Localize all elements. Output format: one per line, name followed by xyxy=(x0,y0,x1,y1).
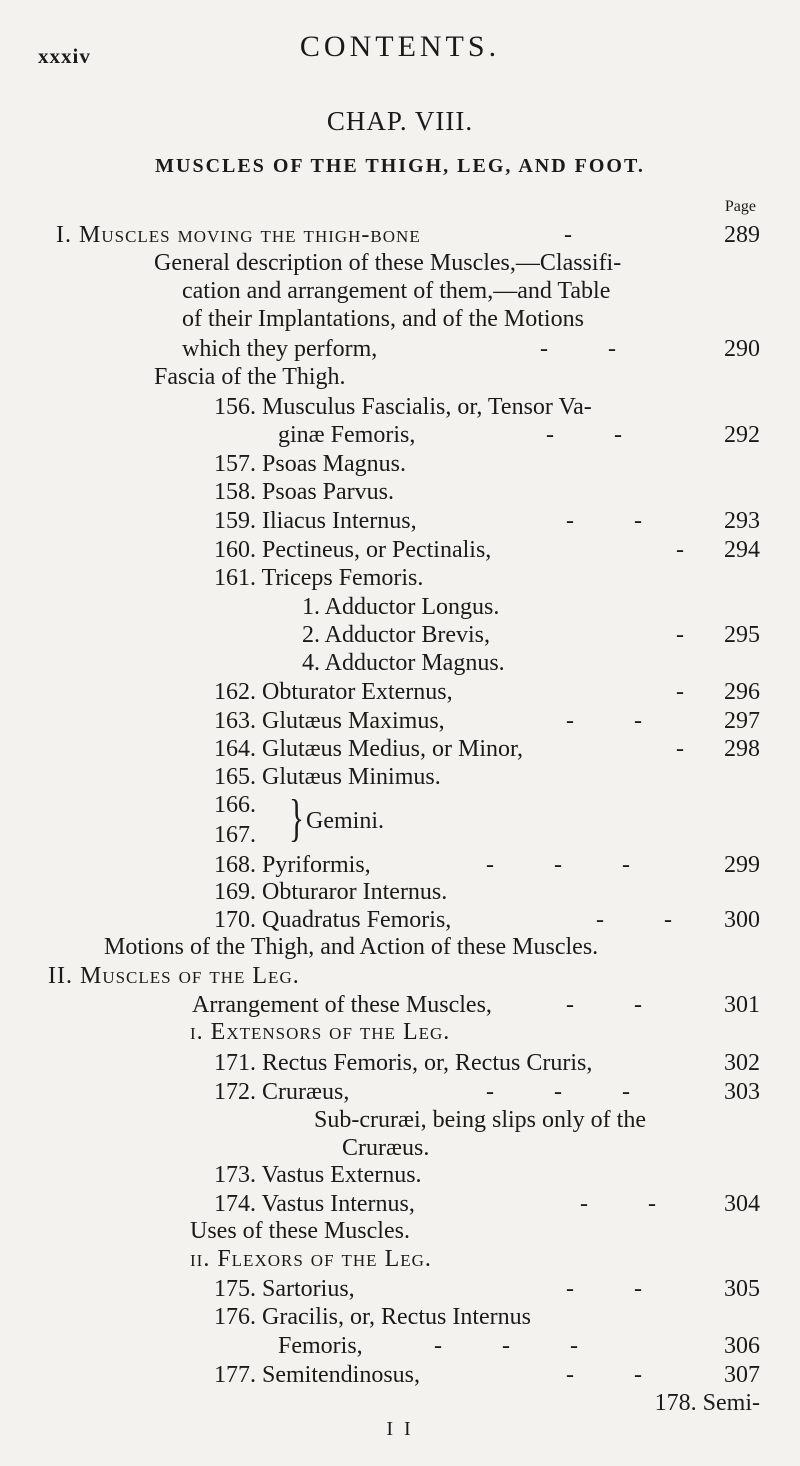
leader-dashes: - - xyxy=(546,422,622,448)
toc-line xyxy=(0,1274,800,1304)
toc-line-text: 167. xyxy=(214,822,256,848)
leader-dashes: - - xyxy=(566,508,642,534)
toc-line-text: which they perform, xyxy=(182,336,378,362)
leader-dashes: - - - xyxy=(486,852,630,878)
signature-mark: I I xyxy=(386,1418,414,1440)
toc-line-text: ginæ Femoris, xyxy=(278,422,416,448)
toc-line xyxy=(0,477,800,507)
page-number: 298 xyxy=(724,736,760,762)
toc-line xyxy=(0,1133,800,1163)
chapter-subtitle: MUSCLES OF THE THIGH, LEG, AND FOOT. xyxy=(155,155,645,177)
toc-line xyxy=(0,1160,800,1190)
leader-dashes: - - xyxy=(566,708,642,734)
toc-line-text: General description of these Muscles,—Classifi- xyxy=(154,250,622,276)
toc-line-text: Fascia of the Thigh. xyxy=(154,364,346,390)
leader-dashes: - - xyxy=(596,907,672,933)
toc-line-text: 156. Musculus Fascialis, or, Tensor Va- xyxy=(214,394,592,420)
leader-dashes: - - xyxy=(566,1362,642,1388)
toc-line xyxy=(0,1017,800,1047)
toc-line xyxy=(0,990,800,1020)
toc-line-text: 171. Rectus Femoris, or, Rectus Cruris, xyxy=(214,1050,593,1076)
toc-line xyxy=(0,334,800,364)
toc-line xyxy=(0,1048,800,1078)
toc-line xyxy=(0,1189,800,1219)
toc-line-text: 160. Pectineus, or Pectinalis, xyxy=(214,537,492,563)
page-number: 303 xyxy=(724,1079,760,1105)
toc-line xyxy=(0,304,800,334)
toc-line-text: 170. Quadratus Femoris, xyxy=(214,907,452,933)
leader-dashes: - xyxy=(676,622,684,648)
toc-line-text: 173. Vastus Externus. xyxy=(214,1162,422,1188)
page-number: 304 xyxy=(724,1191,760,1217)
toc-line xyxy=(0,220,800,250)
leader-dashes: - xyxy=(676,736,684,762)
toc-line xyxy=(0,420,800,450)
toc-line-text: cation and arrangement of them,—and Table xyxy=(182,278,611,304)
toc-line-text: Motions of the Thigh, and Action of these Muscles. xyxy=(104,934,599,960)
toc-line xyxy=(0,961,800,991)
catchword: 178. Semi- xyxy=(654,1390,760,1416)
toc-line xyxy=(0,677,800,707)
toc-line xyxy=(0,563,800,593)
page-number: 293 xyxy=(724,508,760,534)
toc-line xyxy=(0,762,800,792)
toc-line xyxy=(0,1077,800,1107)
page-numeral: xxxiv xyxy=(38,44,91,68)
toc-line-text: 165. Glutæus Minimus. xyxy=(214,764,441,790)
leader-dashes: - - xyxy=(566,992,642,1018)
toc-line xyxy=(0,392,800,422)
toc-line-text: II. Muscles of the Leg. xyxy=(48,963,300,989)
page-number: 300 xyxy=(724,907,760,933)
leader-dashes: - - xyxy=(566,1276,642,1302)
toc-line xyxy=(0,506,800,536)
toc-line xyxy=(0,877,800,907)
toc-line-text: Arrangement of these Muscles, xyxy=(192,992,492,1018)
toc-line xyxy=(0,1216,800,1246)
toc-line xyxy=(0,620,800,650)
toc-line xyxy=(0,1105,800,1135)
page-number: 295 xyxy=(724,622,760,648)
toc-line xyxy=(0,1302,800,1332)
toc-line-text: 164. Glutæus Medius, or Minor, xyxy=(214,736,524,762)
toc-line-text: ii. Flexors of the Leg. xyxy=(190,1246,432,1272)
page-number: 290 xyxy=(724,336,760,362)
page-number: 306 xyxy=(724,1333,760,1359)
toc-line xyxy=(0,449,800,479)
toc-line xyxy=(0,850,800,880)
toc-line xyxy=(0,248,800,278)
toc-line xyxy=(0,905,800,935)
page-number: 296 xyxy=(724,679,760,705)
toc-line-text: 177. Semitendinosus, xyxy=(214,1362,421,1388)
catchword-line xyxy=(0,1388,800,1418)
toc-line-text: 168. Pyriformis, xyxy=(214,852,371,878)
toc-line xyxy=(0,1331,800,1361)
toc-line-text: 176. Gracilis, or, Rectus Internus xyxy=(214,1304,531,1330)
page-number: 297 xyxy=(724,708,760,734)
toc-line xyxy=(0,1360,800,1390)
toc-line xyxy=(0,362,800,392)
chapter-heading: CHAP. VIII. xyxy=(326,106,474,136)
page-number: 292 xyxy=(724,422,760,448)
toc-line-text: Uses of these Muscles. xyxy=(190,1218,410,1244)
toc-line-text: i. Extensors of the Leg. xyxy=(190,1019,451,1045)
toc-line-text: 1. Adductor Longus. xyxy=(302,594,500,620)
toc-line xyxy=(0,592,800,622)
page-number: 302 xyxy=(724,1050,760,1076)
toc-line-text: 159. Iliacus Internus, xyxy=(214,508,417,534)
toc-line-text: Gemini. xyxy=(306,808,384,834)
toc-line-text: 157. Psoas Magnus. xyxy=(214,451,407,477)
running-title: CONTENTS. xyxy=(299,30,501,63)
toc-line-text: 161. Triceps Femoris. xyxy=(214,565,424,591)
leader-dashes: - - xyxy=(580,1191,656,1217)
toc-line-text: 169. Obturaror Internus. xyxy=(214,879,448,905)
page-number: 289 xyxy=(724,222,760,248)
toc-line xyxy=(0,706,800,736)
leader-dashes: - - - xyxy=(486,1079,630,1105)
toc-line xyxy=(0,1244,800,1274)
toc-line-text: 166. xyxy=(214,792,256,818)
toc-line xyxy=(0,932,800,962)
toc-line-text: 158. Psoas Parvus. xyxy=(214,479,395,505)
toc-line xyxy=(0,535,800,565)
toc-line-text: I. Muscles moving the thigh-bone xyxy=(56,222,421,248)
toc-line-text: 174. Vastus Internus, xyxy=(214,1191,415,1217)
leader-dashes: - xyxy=(676,679,684,705)
brace-symbol: } xyxy=(288,790,304,847)
toc-line-text: 163. Glutæus Maximus, xyxy=(214,708,445,734)
toc-line xyxy=(0,648,800,678)
toc-line xyxy=(0,820,800,850)
leader-dashes: - - - xyxy=(434,1333,578,1359)
toc-line-text: 4. Adductor Magnus. xyxy=(302,650,505,676)
toc-line-text: Sub-cruræi, being slips only of the xyxy=(314,1107,646,1133)
toc-line-text: of their Implantations, and of the Motions xyxy=(182,306,584,332)
toc-line-text: Cruræus. xyxy=(342,1135,430,1161)
toc-line-text: 175. Sartorius, xyxy=(214,1276,355,1302)
toc-line-text: 162. Obturator Externus, xyxy=(214,679,453,705)
page-column-label: Page xyxy=(724,198,756,215)
toc-line xyxy=(0,276,800,306)
toc-line-text: Femoris, xyxy=(278,1333,363,1359)
page-number: 294 xyxy=(724,537,760,563)
page-number: 305 xyxy=(724,1276,760,1302)
toc-line xyxy=(0,734,800,764)
leader-dashes: - - xyxy=(540,336,616,362)
leader-dashes: - xyxy=(564,222,572,248)
page-number: 307 xyxy=(724,1362,760,1388)
page-number: 299 xyxy=(724,852,760,878)
toc-line-text: 2. Adductor Brevis, xyxy=(302,622,490,648)
page-number: 301 xyxy=(724,992,760,1018)
leader-dashes: - xyxy=(676,537,684,563)
toc-line-text: 172. Cruræus, xyxy=(214,1079,350,1105)
